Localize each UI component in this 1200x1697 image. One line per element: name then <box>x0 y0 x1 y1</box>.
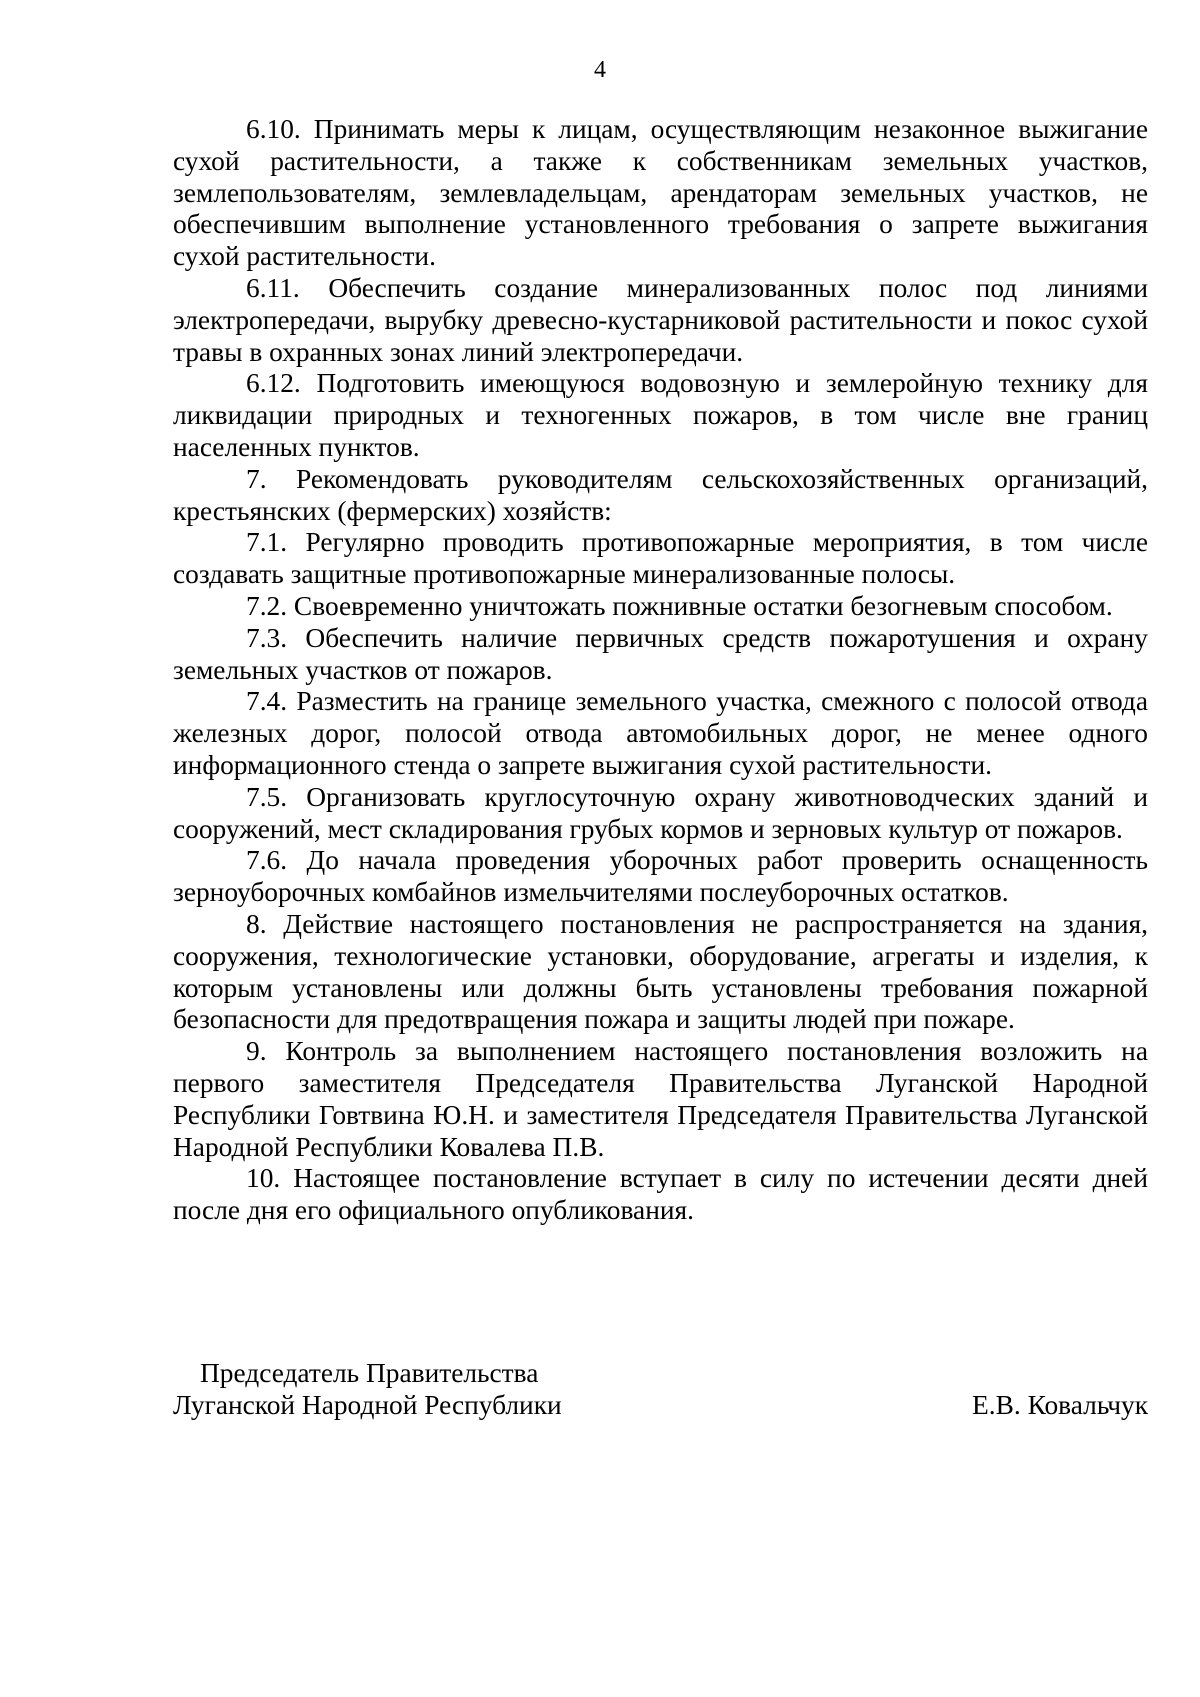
document-body <box>173 114 1148 1227</box>
paragraph-6-12: 6.12. Подготовить имеющуюся водовозную и землеройную технику для ликвидации природных и техногенных пожаров, в том числе вне границ населенных пунктов. <box>173 368 1148 462</box>
paragraph-9: 9. Контроль за выполнением настоящего постановления возложить на первого заместителя Председателя Правительства Луганской Народной Республики Говтвина Ю.Н. и заместителя Председателя Правительства Луганской Народной Республики Ковалева П.В. <box>173 1036 1148 1162</box>
paragraph-7-1: 7.1. Регулярно проводить противопожарные мероприятия, в том числе создавать защитные противопожарные минерализованные полосы. <box>173 527 1148 590</box>
paragraph-7: 7. Рекомендовать руководителям сельскохозяйственных организаций, крестьянских (фермерских) хозяйств: <box>173 463 1148 526</box>
signatory-title-line1: Председатель Правительства <box>200 1358 539 1388</box>
signatory-name: Е.В. Ковальчук <box>972 1390 1148 1420</box>
page-number: 4 <box>594 57 606 83</box>
paragraph-6-10: 6.10. Принимать меры к лицам, осуществляющим незаконное выжигание сухой растительности, а также к собственникам земельных участков, землепользователям, землевладельцам, арендаторам земельных участков, не обеспечившим выполнение установленного требования о запрете выжигания сухой растительности. <box>173 114 1148 272</box>
paragraph-10: 10. Настоящее постановление вступает в силу по истечении десяти дней после дня его официального опубликования. <box>173 1163 1148 1226</box>
paragraph-7-5: 7.5. Организовать круглосуточную охрану животноводческих зданий и сооружений, мест складирования грубых кормов и зерновых культур от пожаров. <box>173 781 1148 844</box>
paragraph-7-3: 7.3. Обеспечить наличие первичных средств пожаротушения и охрану земельных участков от пожаров. <box>173 622 1148 685</box>
paragraph-7-4: 7.4. Разместить на границе земельного участка, смежного с полосой отвода железных дорог, полосой отвода автомобильных дорог, не менее одного информационного стенда о запрете выжигания сухой растительности. <box>173 686 1148 780</box>
signatory-title-line2: Луганской Народной Республики <box>173 1390 562 1420</box>
paragraph-8: 8. Действие настоящего постановления не распространяется на здания, сооружения, технологические установки, оборудование, агрегаты и изделия, к которым установлены или должны быть установлены требования пожарной безопасности для предотвращения пожара и защиты людей при пожаре. <box>173 908 1148 1035</box>
paragraph-7-2: 7.2. Своевременно уничтожать пожнивные остатки безогневым способом. <box>246 590 1113 621</box>
paragraph-6-11: 6.11. Обеспечить создание минерализованных полос под линиями электропередачи, вырубку древесно-кустарниковой растительности и покос сухой травы в охранных зонах линий электропередачи. <box>173 272 1148 367</box>
paragraph-7-6: 7.6. До начала проведения уборочных работ проверить оснащенность зерноуборочных комбайнов измельчителями послеуборочных остатков. <box>173 845 1148 908</box>
